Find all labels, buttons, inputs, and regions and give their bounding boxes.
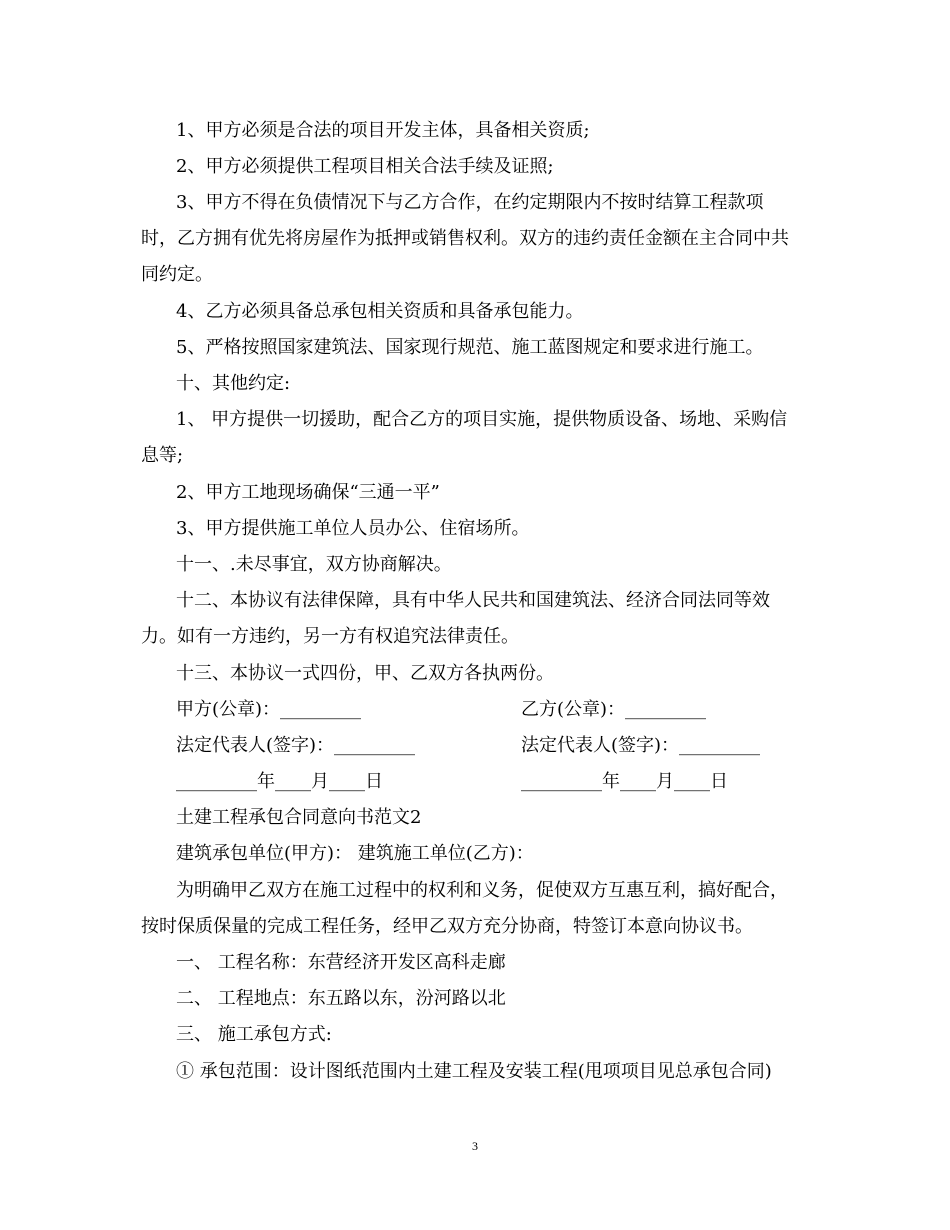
party-a-representative-field: 法定代表人(签字)：_________ — [176, 735, 416, 756]
paragraph-line: 2、甲方必须提供工程项目相关合法手续及证照; — [176, 156, 554, 177]
party-a-date-field: _________年____月____日 — [176, 771, 383, 792]
paragraph-line: 十三、本协议一式四份，甲、乙双方各执两份。 — [176, 663, 554, 684]
party-b-date-field: _________年____月____日 — [521, 771, 728, 792]
paragraph-line: 按时保质保量的完成工程任务，经甲乙双方充分协商，特签订本意向协议书。 — [141, 916, 753, 937]
list-item: ① 承包范围：设计图纸范围内土建工程及安装工程(甩项项目见总承包合同) — [176, 1061, 772, 1082]
paragraph-line: 5、严格按照国家建筑法、国家现行规范、施工蓝图规定和要求进行施工。 — [176, 337, 764, 358]
paragraph-line: 3、甲方不得在负债情况下与乙方合作，在约定期限内不按时结算工程款项 — [176, 192, 764, 213]
paragraph-line: 时，乙方拥有优先将房屋作为抵押或销售权利。双方的违约责任金额在主合同中共 — [141, 228, 789, 249]
list-item: 一、 工程名称：东营经济开发区高科走廊 — [176, 952, 506, 973]
list-item: 三、 施工承包方式: — [176, 1024, 332, 1045]
section-heading: 十、其他约定: — [176, 373, 291, 394]
paragraph-line: 1、 甲方提供一切援助，配合乙方的项目实施，提供物质设备、场地、采购信 — [176, 409, 788, 430]
paragraph-line: 为明确甲乙双方在施工过程中的权利和义务，促使双方互惠互利，搞好配合， — [176, 880, 788, 901]
party-a-seal-field: 甲方(公章)：_________ — [176, 699, 362, 720]
paragraph-line: 十一、.未尽事宜，双方协商解决。 — [176, 554, 452, 575]
paragraph-line: 3、甲方提供施工单位人员办公、住宿场所。 — [176, 518, 530, 539]
section-title: 土建工程承包合同意向书范文2 — [176, 807, 422, 828]
paragraph-line: 1、甲方必须是合法的项目开发主体，具备相关资质; — [176, 120, 590, 141]
paragraph-line: 力。如有一方违约，另一方有权追究法律责任。 — [141, 626, 519, 647]
paragraph-line: 4、乙方必须具备总承包相关资质和具备承包能力。 — [176, 301, 584, 322]
party-b-representative-field: 法定代表人(签字)：_________ — [521, 735, 761, 756]
paragraph-line: 2、甲方工地现场确保“三通一平” — [176, 482, 440, 503]
paragraph-line: 息等; — [141, 445, 184, 466]
parties-line: 建筑承包单位(甲方)： 建筑施工单位(乙方)： — [176, 843, 534, 864]
paragraph-line: 十二、本协议有法律保障，具有中华人民共和国建筑法、经济合同法同等效 — [176, 590, 770, 611]
list-item: 二、 工程地点：东五路以东，汾河路以北 — [176, 988, 506, 1009]
page-number: 3 — [472, 1139, 478, 1153]
party-b-seal-field: 乙方(公章)：_________ — [521, 699, 707, 720]
paragraph-line: 同约定。 — [141, 264, 213, 285]
